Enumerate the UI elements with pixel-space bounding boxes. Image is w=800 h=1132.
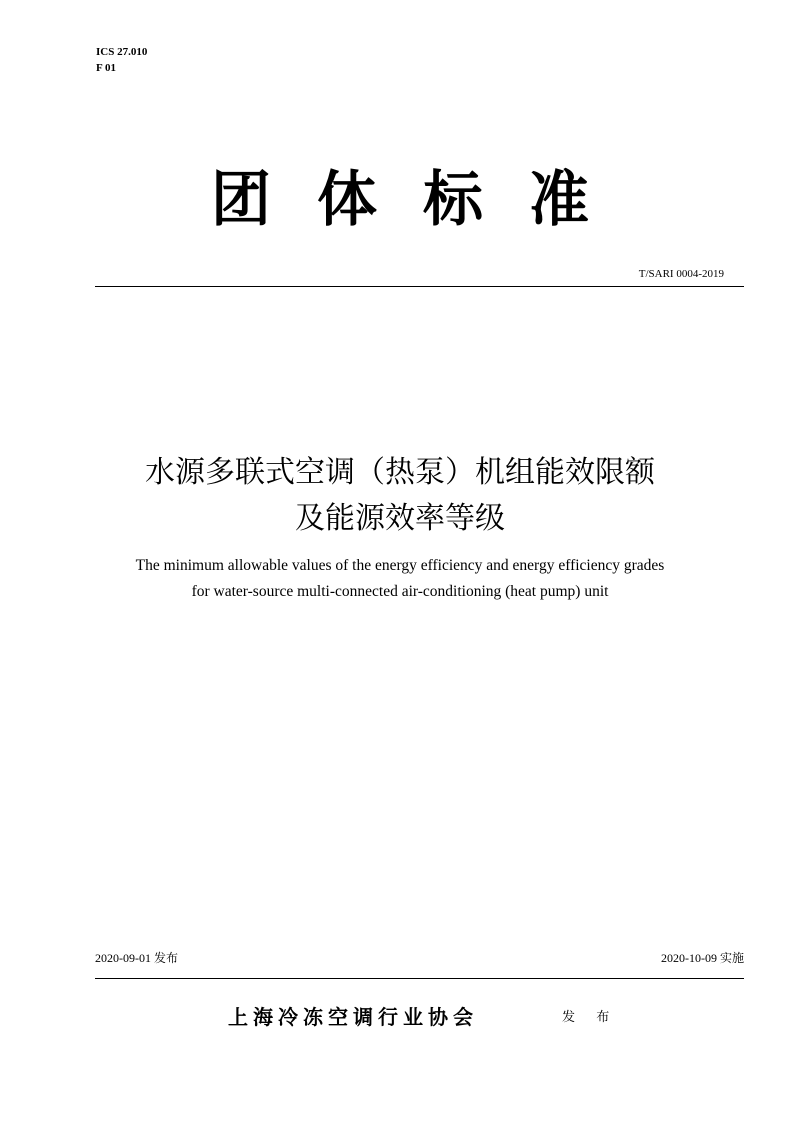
classification-codes <box>96 44 147 76</box>
top-divider <box>95 286 744 287</box>
english-title <box>0 553 800 605</box>
publisher-name: 上海冷冻空调行业协会 <box>228 1005 478 1029</box>
implementation-date: 2020-10-09 实施 <box>661 951 744 965</box>
chinese-title-line-2: 及能源效率等级 <box>295 501 505 536</box>
release-date: 2020-09-01 发布 <box>95 951 178 965</box>
publish-label: 发 布 <box>562 1009 619 1024</box>
category-code: F 01 <box>96 62 117 74</box>
chinese-title-line-1: 水源多联式空调（热泵）机组能效限额 <box>145 455 655 490</box>
chinese-title <box>0 450 800 542</box>
english-title-line-1: The minimum allowable values of the energy efficiency and energy efficiency grades <box>135 557 665 574</box>
english-title-line-2: for water-source multi-connected air-conditioning (heat pump) unit <box>191 583 609 600</box>
bottom-divider <box>95 978 744 979</box>
standard-number: T/SARI 0004-2019 <box>638 268 724 280</box>
ics-code: ICS 27.010 <box>96 46 148 58</box>
standard-type-heading: 团体标准 <box>211 165 635 235</box>
